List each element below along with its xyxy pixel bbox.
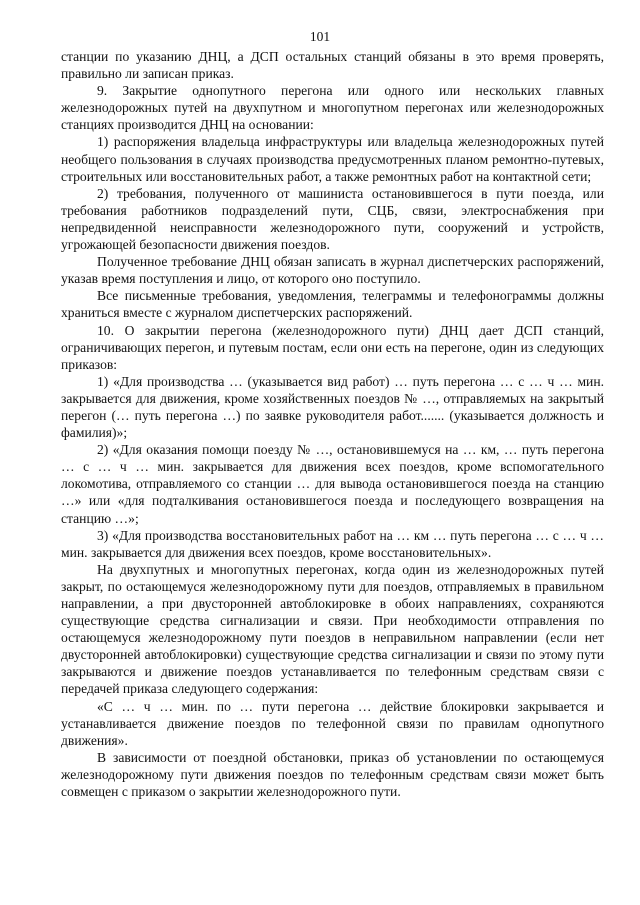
paragraph-journal-record: Полученное требование ДНЦ обязан записать в журнал диспетчерских распоряжений, указав время поступления и лицо, от которого оно поступило. bbox=[61, 254, 604, 287]
paragraph-double-track: На двухпутных и многопутных перегонах, когда один из железнодорожных путей закрыт, по остающемуся железнодорожному пути для поездов, отправляемых в правильном направлении, а при двусторонней автоблокировке в обоих направлениях, сохраняются существующие средства сигнализации и связи. При необходимости отправления по остающемуся железнодорожному пути поездов в неправильном направлении (если нет двусторонней автоблокировки) существующие средства сигнализации и связи по этому пути закрываются и движение поездов устанавливается по телефонным средствам связи с передачей приказа следующего содержания: bbox=[61, 561, 604, 697]
paragraph-combined-order: В зависимости от поездной обстановки, приказ об установлении по остающемуся железнодорожному пути движения поездов по телефонным средствам связи может быть совмещен с приказом о закрытии железнодорожного пути. bbox=[61, 749, 604, 800]
paragraph-clause-9-item-2: 2) требования, полученного от машиниста остановившегося в пути поезда, или требования работников подразделений пути, СЦБ, связи, электроснабжения при непредвиденной неисправности железнодорожного пути, сооружений и устройств, угрожающей безопасности движения поездов. bbox=[61, 185, 604, 253]
paragraph-order-text: «С … ч … мин. по … пути перегона … действие блокировки закрывается и устанавливается движение поездов по телефонной связи по правилам однопутного движения». bbox=[61, 698, 604, 748]
paragraph-order-1: 1) «Для производства … (указывается вид работ) … путь перегона … с … ч … мин. закрывается для движения, кроме хозяйственных поездов № …, отправляемых на закрытый перегон (… путь перегона …) по заявке руководителя работ....... (указывается должность и фамилия)»; bbox=[61, 373, 604, 441]
paragraph-document-storage: Все письменные требования, уведомления, телеграммы и телефонограммы должны храниться вместе с журналом диспетчерских распоряжений. bbox=[61, 288, 604, 321]
paragraph-clause-9-item-1: 1) распоряжения владельца инфраструктуры или владельца железнодорожных путей необщего пользования в случаях производства предусмотренных планом ремонтно-путевых, строительных или восстановительных работ, а также ремонтных работ на контактной сети; bbox=[61, 134, 604, 184]
paragraph-clause-10: 10. О закрытии перегона (железнодорожного пути) ДНЦ дает ДСП станций, ограничивающих перегон, и путевым постам, если они есть на перегоне, один из следующих приказов: bbox=[61, 322, 604, 372]
paragraph-order-3: 3) «Для производства восстановительных работ на … км … путь перегона … с … ч … мин. закрывается для движения всех поездов, кроме восстановительных». bbox=[61, 527, 604, 560]
page-number: 101 bbox=[309, 29, 331, 44]
paragraph-clause-9: 9. Закрытие однопутного перегона или одного или нескольких главных железнодорожных путей на двухпутном и многопутном перегонах или железнодорожных станциях производится ДНЦ на основании: bbox=[61, 83, 604, 133]
document-body bbox=[61, 48, 604, 800]
paragraph-order-2: 2) «Для оказания помощи поезду № …, остановившемуся на … км, … путь перегона … с … ч … мин. закрывается для движения всех поездов, кроме вспомогательного локомотива, отправляемого со станции … для вывода остановившегося поезда на станцию …» или «для подталкивания остановившегося поезда и последующего возвращения на станцию …»; bbox=[61, 442, 604, 526]
paragraph-continuation: станции по указанию ДНЦ, а ДСП остальных станций обязаны в это время проверять, правильно ли записан приказ. bbox=[61, 49, 604, 82]
